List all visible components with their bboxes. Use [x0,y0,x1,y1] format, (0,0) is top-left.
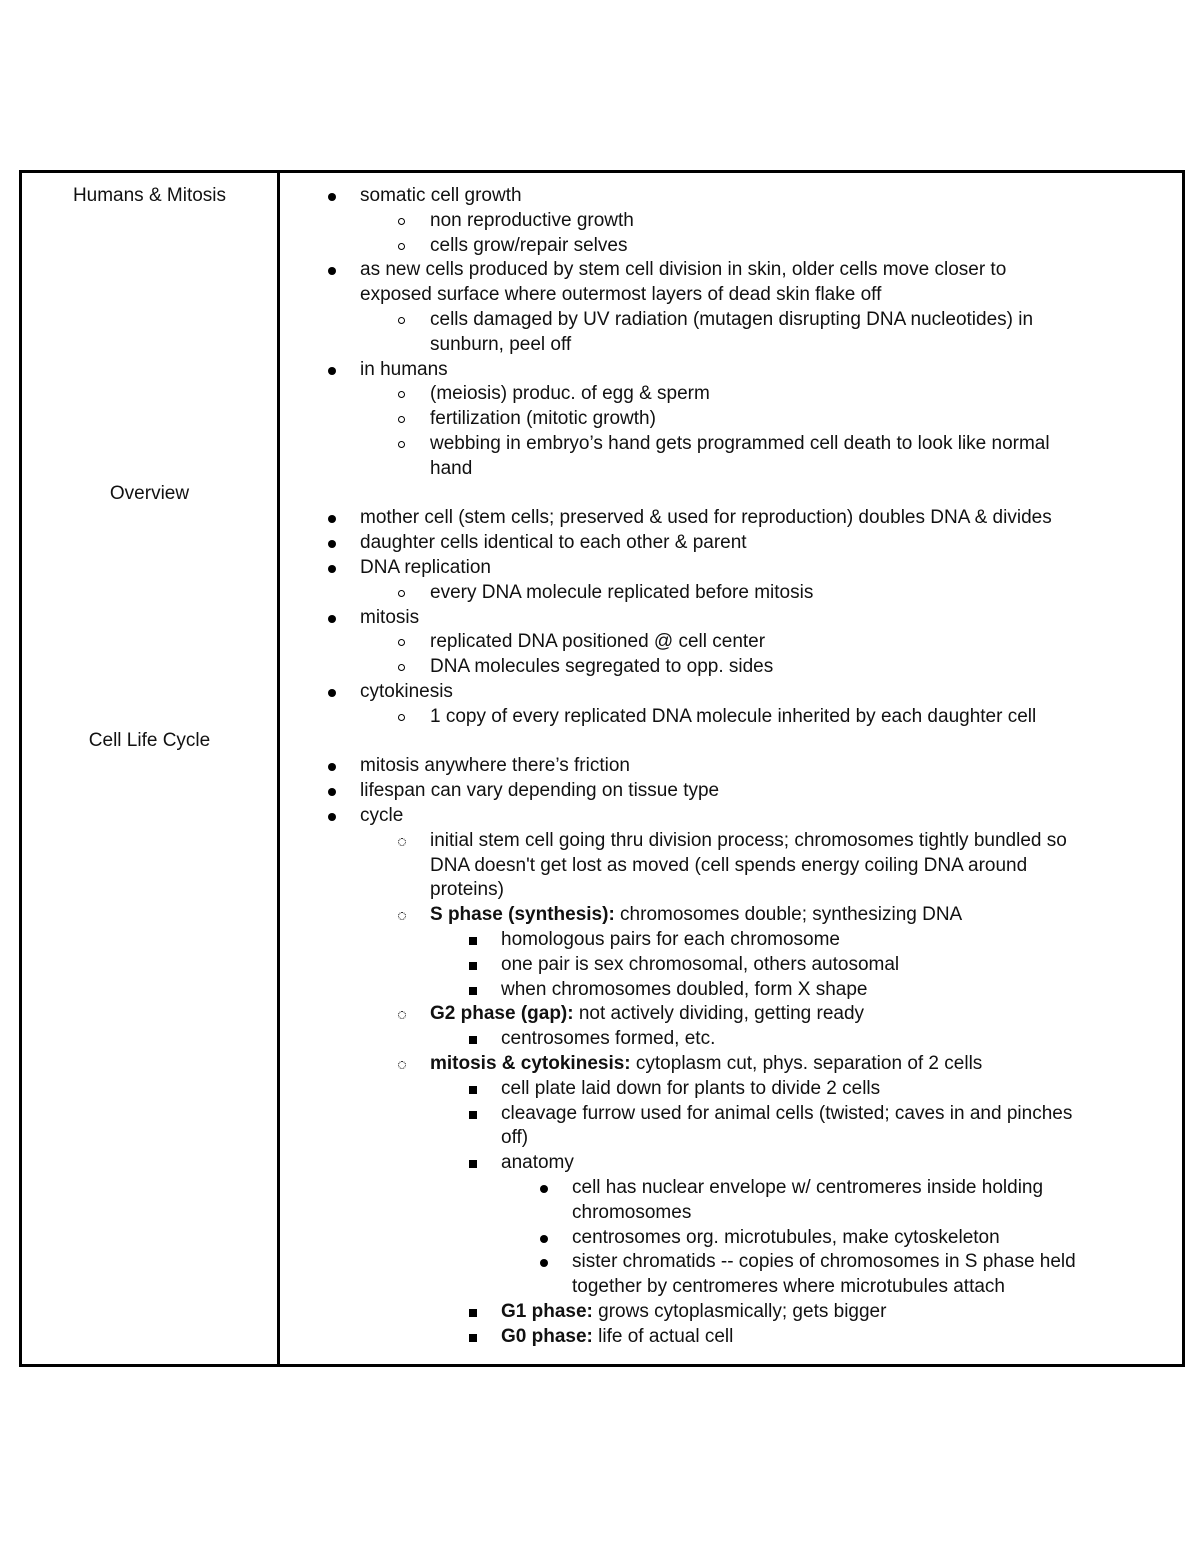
note-line [430,705,1036,730]
note-line [430,1052,982,1077]
circle-bullet-icon [398,639,405,646]
note-text: cells damaged by UV radiation (mutagen disrupting DNA nucleotides) in [430,309,1034,330]
note-text: DNA doesn't get lost as moved (cell spends energy coiling DNA around [430,854,1028,876]
note-line [430,829,1067,854]
note-text: somatic cell growth [360,185,522,206]
disc-bullet-icon [328,615,336,623]
disc-bullet-icon [540,1235,548,1243]
circle-bullet-icon [398,218,405,225]
disc-bullet-icon [328,763,336,771]
circle-bullet-icon [398,243,405,250]
note-text: grows cytoplasmically; gets bigger [592,1301,887,1322]
note-line [360,184,522,209]
note-line [430,209,634,234]
note-text: off) [501,1127,529,1149]
note-line [430,457,472,482]
note-line [430,407,656,432]
note-text: cells grow/repair selves [430,234,628,256]
note-text: daughter cells identical to each other & parent [360,532,747,554]
note-line [501,1077,880,1102]
note-text: replicated DNA positioned @ cell center [430,631,766,653]
column-divider [277,173,280,1364]
note-line [501,1102,1072,1127]
note-text: chromosomes double; synthesizing DNA [614,904,963,926]
disc-bullet-icon [328,367,336,375]
note-line [501,953,899,978]
notes-table [19,170,1185,1367]
note-line [430,432,1050,457]
note-text: sister chromatids -- copies of chromosomes in S phase held [572,1251,1076,1273]
note-bold-term: S phase (synthesis): [430,904,615,926]
disc-bullet-icon [328,813,336,821]
square-bullet-icon [469,1086,477,1094]
circle-bullet-icon [398,391,405,398]
square-bullet-icon [469,1334,477,1342]
note-line [501,1126,528,1151]
note-text: when chromosomes doubled, form X shape [501,978,868,1000]
dot-circle-bullet-icon [398,1011,406,1019]
note-text: mitosis [360,606,420,628]
note-line [430,308,1033,333]
square-bullet-icon [469,1036,477,1044]
dot-circle-bullet-icon [398,838,406,846]
note-line [430,878,504,903]
note-text: cleavage furrow used for animal cells (twisted; caves in and pinches [501,1102,1073,1124]
note-line [572,1250,1076,1275]
note-text: cytoplasm cut, phys. separation of 2 cells [630,1053,983,1074]
note-bold-term: G1 phase: [501,1301,593,1322]
note-line [360,779,719,804]
note-text: cycle [360,805,404,826]
disc-bullet-icon [328,267,336,275]
note-line [572,1176,1043,1201]
topic-humans-mitosis: Humans & Mitosis [72,185,227,206]
disc-bullet-icon [328,565,336,573]
note-text: exposed surface where outermost layers of dead skin flake off [360,284,882,306]
note-text: homologous pairs for each chromosome [501,929,841,950]
note-text: anatomy [501,1152,574,1174]
note-line [360,606,419,631]
note-text: every DNA molecule replicated before mitosis [430,581,814,603]
note-line [360,283,881,308]
note-text: life of actual cell [592,1325,734,1347]
circle-bullet-icon [398,317,405,324]
disc-bullet-icon [328,689,336,697]
note-bold-term: G0 phase: [501,1325,593,1347]
circle-bullet-icon [398,714,405,721]
disc-bullet-icon [328,515,336,523]
note-line [430,655,773,680]
note-text: 1 copy of every replicated DNA molecule inherited by each daughter cell [430,705,1037,727]
note-line [572,1275,1005,1300]
square-bullet-icon [469,987,477,995]
disc-bullet-icon [328,193,336,201]
square-bullet-icon [469,937,477,945]
note-line [501,1027,715,1052]
note-text: as new cells produced by stem cell division in skin, older cells move closer to [360,259,1007,281]
note-text: fertilization (mitotic growth) [430,408,656,430]
note-text: chromosomes [572,1201,692,1223]
note-text: cytokinesis [360,681,453,702]
note-text: centrosomes formed, etc. [501,1028,716,1050]
dot-circle-bullet-icon [398,1061,406,1069]
note-line [572,1226,1000,1251]
note-text: together by centromeres where microtubules attach [572,1276,1005,1298]
note-bold-term: G2 phase (gap): [430,1003,574,1025]
note-text: initial stem cell going thru division process; chromosomes tightly bundled so [430,829,1067,851]
square-bullet-icon [469,962,477,970]
note-text: not actively dividing, getting ready [573,1003,865,1025]
circle-bullet-icon [398,664,405,671]
note-line [430,903,962,928]
square-bullet-icon [469,1111,477,1119]
note-text: in humans [360,358,448,380]
square-bullet-icon [469,1160,477,1168]
note-line [430,333,571,358]
note-line [501,978,867,1003]
square-bullet-icon [469,1309,477,1317]
note-line [360,680,453,705]
topic-cell-life-cycle: Cell Life Cycle [88,730,211,751]
note-bold-term: mitosis & cytokinesis: [430,1053,631,1074]
dot-circle-bullet-icon [398,912,406,920]
note-text: sunburn, peel off [430,333,572,355]
note-line [360,804,403,829]
note-line [360,258,1006,283]
note-text: cell has nuclear envelope w/ centromeres inside holding [572,1177,1044,1198]
note-text: non reproductive growth [430,209,634,231]
note-line [360,754,630,779]
disc-bullet-icon [328,540,336,548]
note-line [360,531,747,556]
note-line [430,1002,864,1027]
disc-bullet-icon [540,1185,548,1193]
note-line [430,382,710,407]
note-text: cell plate laid down for plants to divide 2 cells [501,1077,881,1099]
note-text: one pair is sex chromosomal, others autosomal [501,953,900,975]
note-text: mother cell (stem cells; preserved & used for reproduction) doubles DNA & divides [360,507,1052,529]
note-text: mitosis anywhere there’s friction [360,755,630,777]
disc-bullet-icon [540,1259,548,1267]
note-line [360,556,491,581]
note-line [360,506,1052,531]
note-text: centrosomes org. microtubules, make cytoskeleton [572,1226,1000,1248]
note-text: (meiosis) produc. of egg & sperm [430,383,710,405]
note-line [501,1325,733,1350]
circle-bullet-icon [398,441,405,448]
note-text: proteins) [430,879,504,901]
note-text: DNA molecules segregated to opp. sides [430,656,774,678]
note-line [501,928,840,953]
note-line [430,630,765,655]
disc-bullet-icon [328,788,336,796]
note-line [501,1151,574,1176]
note-line [572,1201,691,1226]
note-line [430,234,627,259]
note-line [430,854,1027,879]
note-line [360,358,448,383]
note-text: hand [430,457,473,479]
note-text: DNA replication [360,557,491,578]
note-line [430,581,813,606]
circle-bullet-icon [398,416,405,423]
note-text: lifespan can vary depending on tissue type [360,780,720,802]
note-line [501,1300,886,1325]
circle-bullet-icon [398,590,405,597]
note-text: webbing in embryo’s hand gets programmed cell death to look like normal [430,433,1050,454]
topic-overview: Overview [109,483,190,504]
